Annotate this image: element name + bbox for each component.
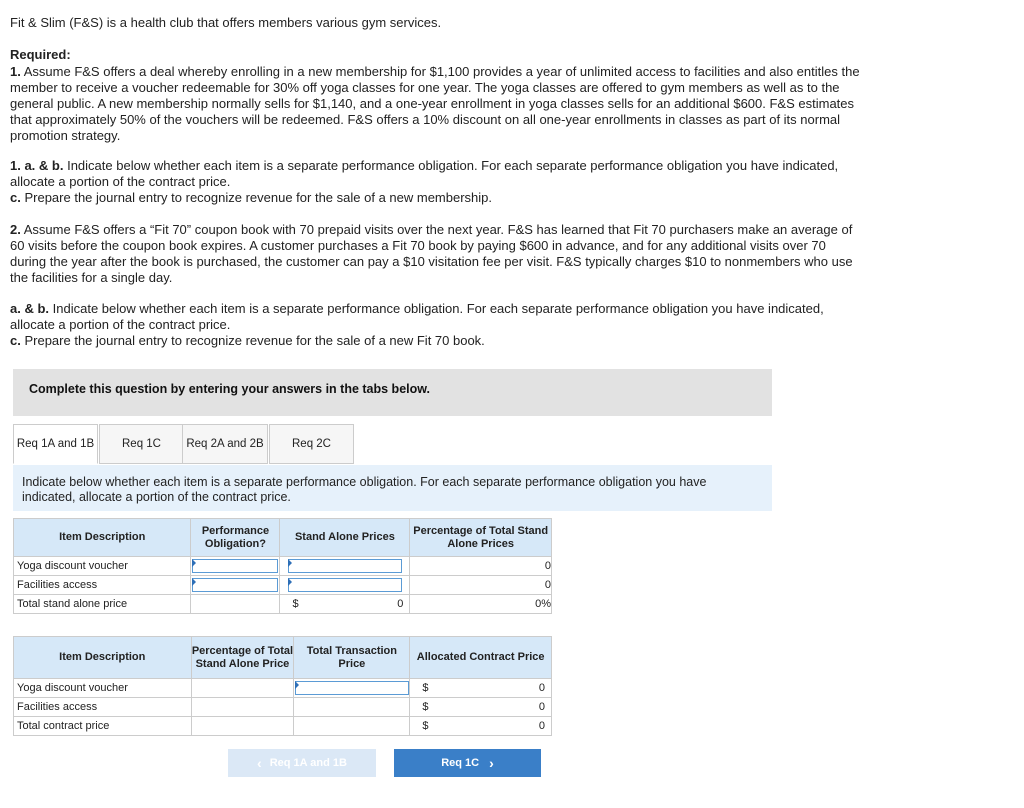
chevron-left-icon: ‹ xyxy=(257,755,262,771)
table-row xyxy=(14,557,552,576)
intro-text: Fit & Slim (F&S) is a health club that offers members various gym services. xyxy=(10,15,442,30)
tab-req-2a-2b[interactable]: Req 2A and 2B xyxy=(182,424,268,464)
performance-obligation-cell xyxy=(191,576,280,595)
table-row xyxy=(14,717,552,736)
question-2 xyxy=(10,222,860,286)
question-1ab-label: 1. a. & b. xyxy=(10,158,64,173)
performance-obligation-cell xyxy=(191,557,280,576)
question-1c-text: Prepare the journal entry to recognize revenue for the sale of a new membership. xyxy=(24,190,493,205)
performance-obligation-select-facilities[interactable] xyxy=(192,578,278,592)
tab-req-1c[interactable]: Req 1C xyxy=(99,424,184,464)
col-total-transaction-price: Total Transaction Price xyxy=(294,637,410,679)
question-1-text: Assume F&S offers a deal whereby enrolling in a new membership for $1,100 provides a year of unlimited access to facilities and also entitles the member to receive a voucher redeemable for 30% off yoga classes for one year. The yoga classes are offered to gym members as well as to the general public. A new membership normally sells for $1,140, and a one-year enrollment in yoga classes sells for an additional $600. F&S estimates that approximately 50% of the vouchers will be redeemed. F&S offers a 10% discount on all one-year enrollments in classes as part of its normal promotion strategy. xyxy=(10,64,860,143)
next-tab-button[interactable] xyxy=(394,749,541,777)
stand-alone-price-input-yoga[interactable] xyxy=(288,559,402,573)
instructions-banner xyxy=(13,369,772,416)
total-transaction-price-input[interactable] xyxy=(295,681,409,695)
question-2c xyxy=(10,333,860,349)
row-label: Total stand alone price xyxy=(14,595,191,614)
table-row xyxy=(14,679,552,698)
allocated-price-cell xyxy=(410,679,552,698)
tab-req-2c[interactable]: Req 2C xyxy=(269,424,354,464)
question-1 xyxy=(10,64,860,144)
row-label: Facilities access xyxy=(14,576,191,595)
percentage-value: 0 xyxy=(410,576,552,595)
row-label: Yoga discount voucher xyxy=(14,557,191,576)
stand-alone-price-cell xyxy=(280,576,410,595)
allocation-table xyxy=(13,636,552,736)
tab-req-1a-1b[interactable]: Req 1A and 1B xyxy=(13,424,98,464)
col-stand-alone-prices: Stand Alone Prices xyxy=(280,519,410,557)
col-percentage-stand-alone: Percentage of Total Stand Alone Price xyxy=(191,637,294,679)
transaction-price-cell xyxy=(294,679,410,698)
allocated-price-value: 0 xyxy=(538,701,545,713)
total-stand-alone-value: 0 xyxy=(397,598,404,610)
previous-tab-button[interactable] xyxy=(228,749,376,777)
question-1-number: 1. xyxy=(10,64,21,79)
previous-tab-label: Req 1A and 1B xyxy=(269,757,347,769)
row-label: Yoga discount voucher xyxy=(14,679,192,698)
question-2ab-text: Indicate below whether each item is a separate performance obligation. For each separate performance obligation you have indicated, allocate a portion of the contract price. xyxy=(10,301,824,332)
table-row xyxy=(14,595,552,614)
question-2ab-label: a. & b. xyxy=(10,301,50,316)
total-stand-alone-cell xyxy=(280,595,410,614)
col-percentage-total: Percentage of Total Stand Alone Prices xyxy=(410,519,552,557)
currency-symbol: $ xyxy=(292,598,299,610)
currency-symbol: $ xyxy=(422,701,429,713)
tab-instruction xyxy=(13,465,772,511)
currency-symbol: $ xyxy=(422,720,429,732)
question-2-text: Assume F&S offers a “Fit 70” coupon book with 70 prepaid visits over the next year. F&S has learned that Fit 70 purchasers make an average of 60 visits before the coupon book expires. A customer purchases a Fit 70 book by paying $600 in advance, and for any additional visits over 70 during the year after the book is purchased, the customer can pay a $10 visitation fee per visit. F&S typically charges $10 to nonmembers who use the facilities for a single day. xyxy=(10,222,853,285)
stand-alone-price-input-facilities[interactable] xyxy=(288,578,402,592)
standalone-price-table xyxy=(13,518,552,614)
currency-symbol: $ xyxy=(422,682,429,694)
percentage-value: 0 xyxy=(410,557,552,576)
performance-obligation-select-yoga[interactable] xyxy=(192,559,278,573)
question-1ab xyxy=(10,158,860,190)
row-label: Total contract price xyxy=(14,717,192,736)
stand-alone-price-cell xyxy=(280,557,410,576)
banner-text: Complete this question by entering your answers in the tabs below. xyxy=(29,382,430,396)
allocated-price-cell xyxy=(410,717,552,736)
allocated-price-value: 0 xyxy=(538,682,545,694)
chevron-right-icon: › xyxy=(489,755,494,771)
question-2ab xyxy=(10,301,860,333)
tab-instruction-text: Indicate below whether each item is a separate performance obligation. For each separate performance obligation you have indicated, allocate a portion of the contract price. xyxy=(22,475,707,504)
col-item-description: Item Description xyxy=(14,519,191,557)
next-tab-label: Req 1C xyxy=(441,757,480,769)
question-2c-text: Prepare the journal entry to recognize revenue for the sale of a new Fit 70 book. xyxy=(24,333,485,348)
percentage-total-value: 0% xyxy=(410,595,552,614)
row-label: Facilities access xyxy=(14,698,192,717)
question-1c xyxy=(10,190,860,206)
question-1ab-text: Indicate below whether each item is a separate performance obligation. For each separate performance obligation you have indicated, allocate a portion of the contract price. xyxy=(10,158,839,189)
total-contract-price-value: 0 xyxy=(538,720,545,732)
col-performance-obligation: Performance Obligation? xyxy=(191,519,280,557)
allocated-price-cell xyxy=(410,698,552,717)
required-label: Required: xyxy=(10,47,71,62)
question-2c-label: c. xyxy=(10,333,21,348)
col-item-description: Item Description xyxy=(14,637,192,679)
question-1c-label: c. xyxy=(10,190,21,205)
question-2-number: 2. xyxy=(10,222,21,237)
col-allocated-contract-price: Allocated Contract Price xyxy=(410,637,552,679)
table-row xyxy=(14,698,552,717)
table-row xyxy=(14,576,552,595)
